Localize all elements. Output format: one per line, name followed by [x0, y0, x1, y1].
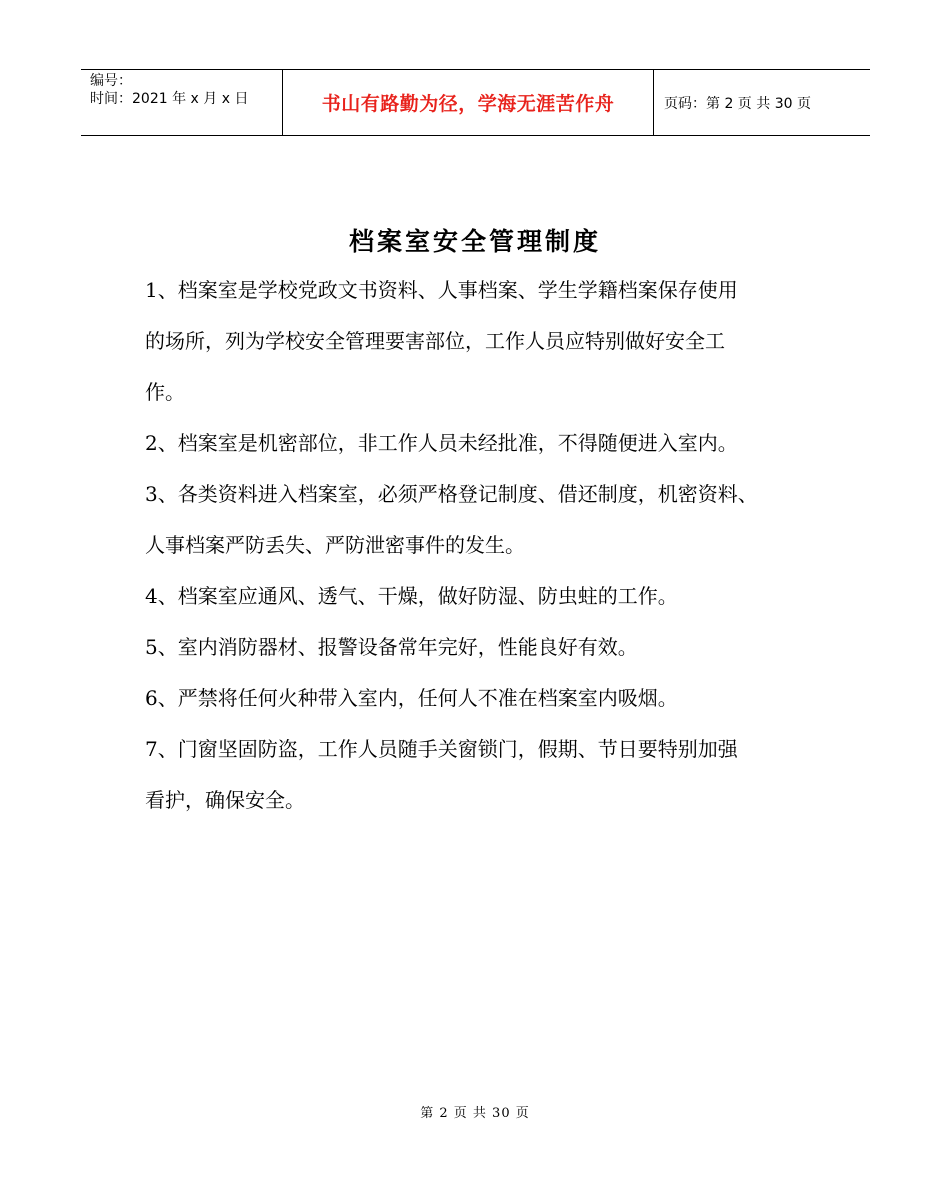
body-line: 7、门窗坚固防盗，工作人员随手关窗锁门，假期、节日要特别加强	[145, 737, 738, 761]
body-line: 4、档案室应通风、透气、干燥，做好防湿、防虫蛀的工作。	[145, 584, 678, 608]
body-line: 看护，确保安全。	[145, 788, 305, 812]
page-header	[81, 69, 870, 136]
header-meta	[81, 70, 282, 135]
document-number-label: 编号：	[90, 73, 132, 89]
body-line: 2、档案室是机密部位，非工作人员未经批准，不得随便进入室内。	[145, 431, 738, 455]
body-line: 的场所，列为学校安全管理要害部位，工作人员应特别做好安全工	[145, 329, 725, 353]
body-line: 5、室内消防器材、报警设备常年完好，性能良好有效。	[145, 635, 638, 659]
document-date-label: 时间：2021 年 x 月 x 日	[90, 91, 249, 107]
body-line: 作。	[145, 380, 185, 404]
page-footer: 第 2 页 共 30 页	[420, 1106, 530, 1121]
body-line: 3、各类资料进入档案室，必须严格登记制度、借还制度，机密资料、	[145, 482, 758, 506]
header-motto: 书山有路勤为径，学海无涯苦作舟	[282, 70, 654, 135]
header-page-info: 页码：第 2 页 共 30 页	[664, 95, 811, 112]
body-line: 1、档案室是学校党政文书资料、人事档案、学生学籍档案保存使用	[145, 278, 738, 302]
document-title: 档案室安全管理制度	[348, 227, 601, 256]
document-body	[145, 265, 845, 826]
body-line: 人事档案严防丢失、严防泄密事件的发生。	[145, 533, 525, 557]
body-line: 6、严禁将任何火种带入室内，任何人不准在档案室内吸烟。	[145, 686, 678, 710]
